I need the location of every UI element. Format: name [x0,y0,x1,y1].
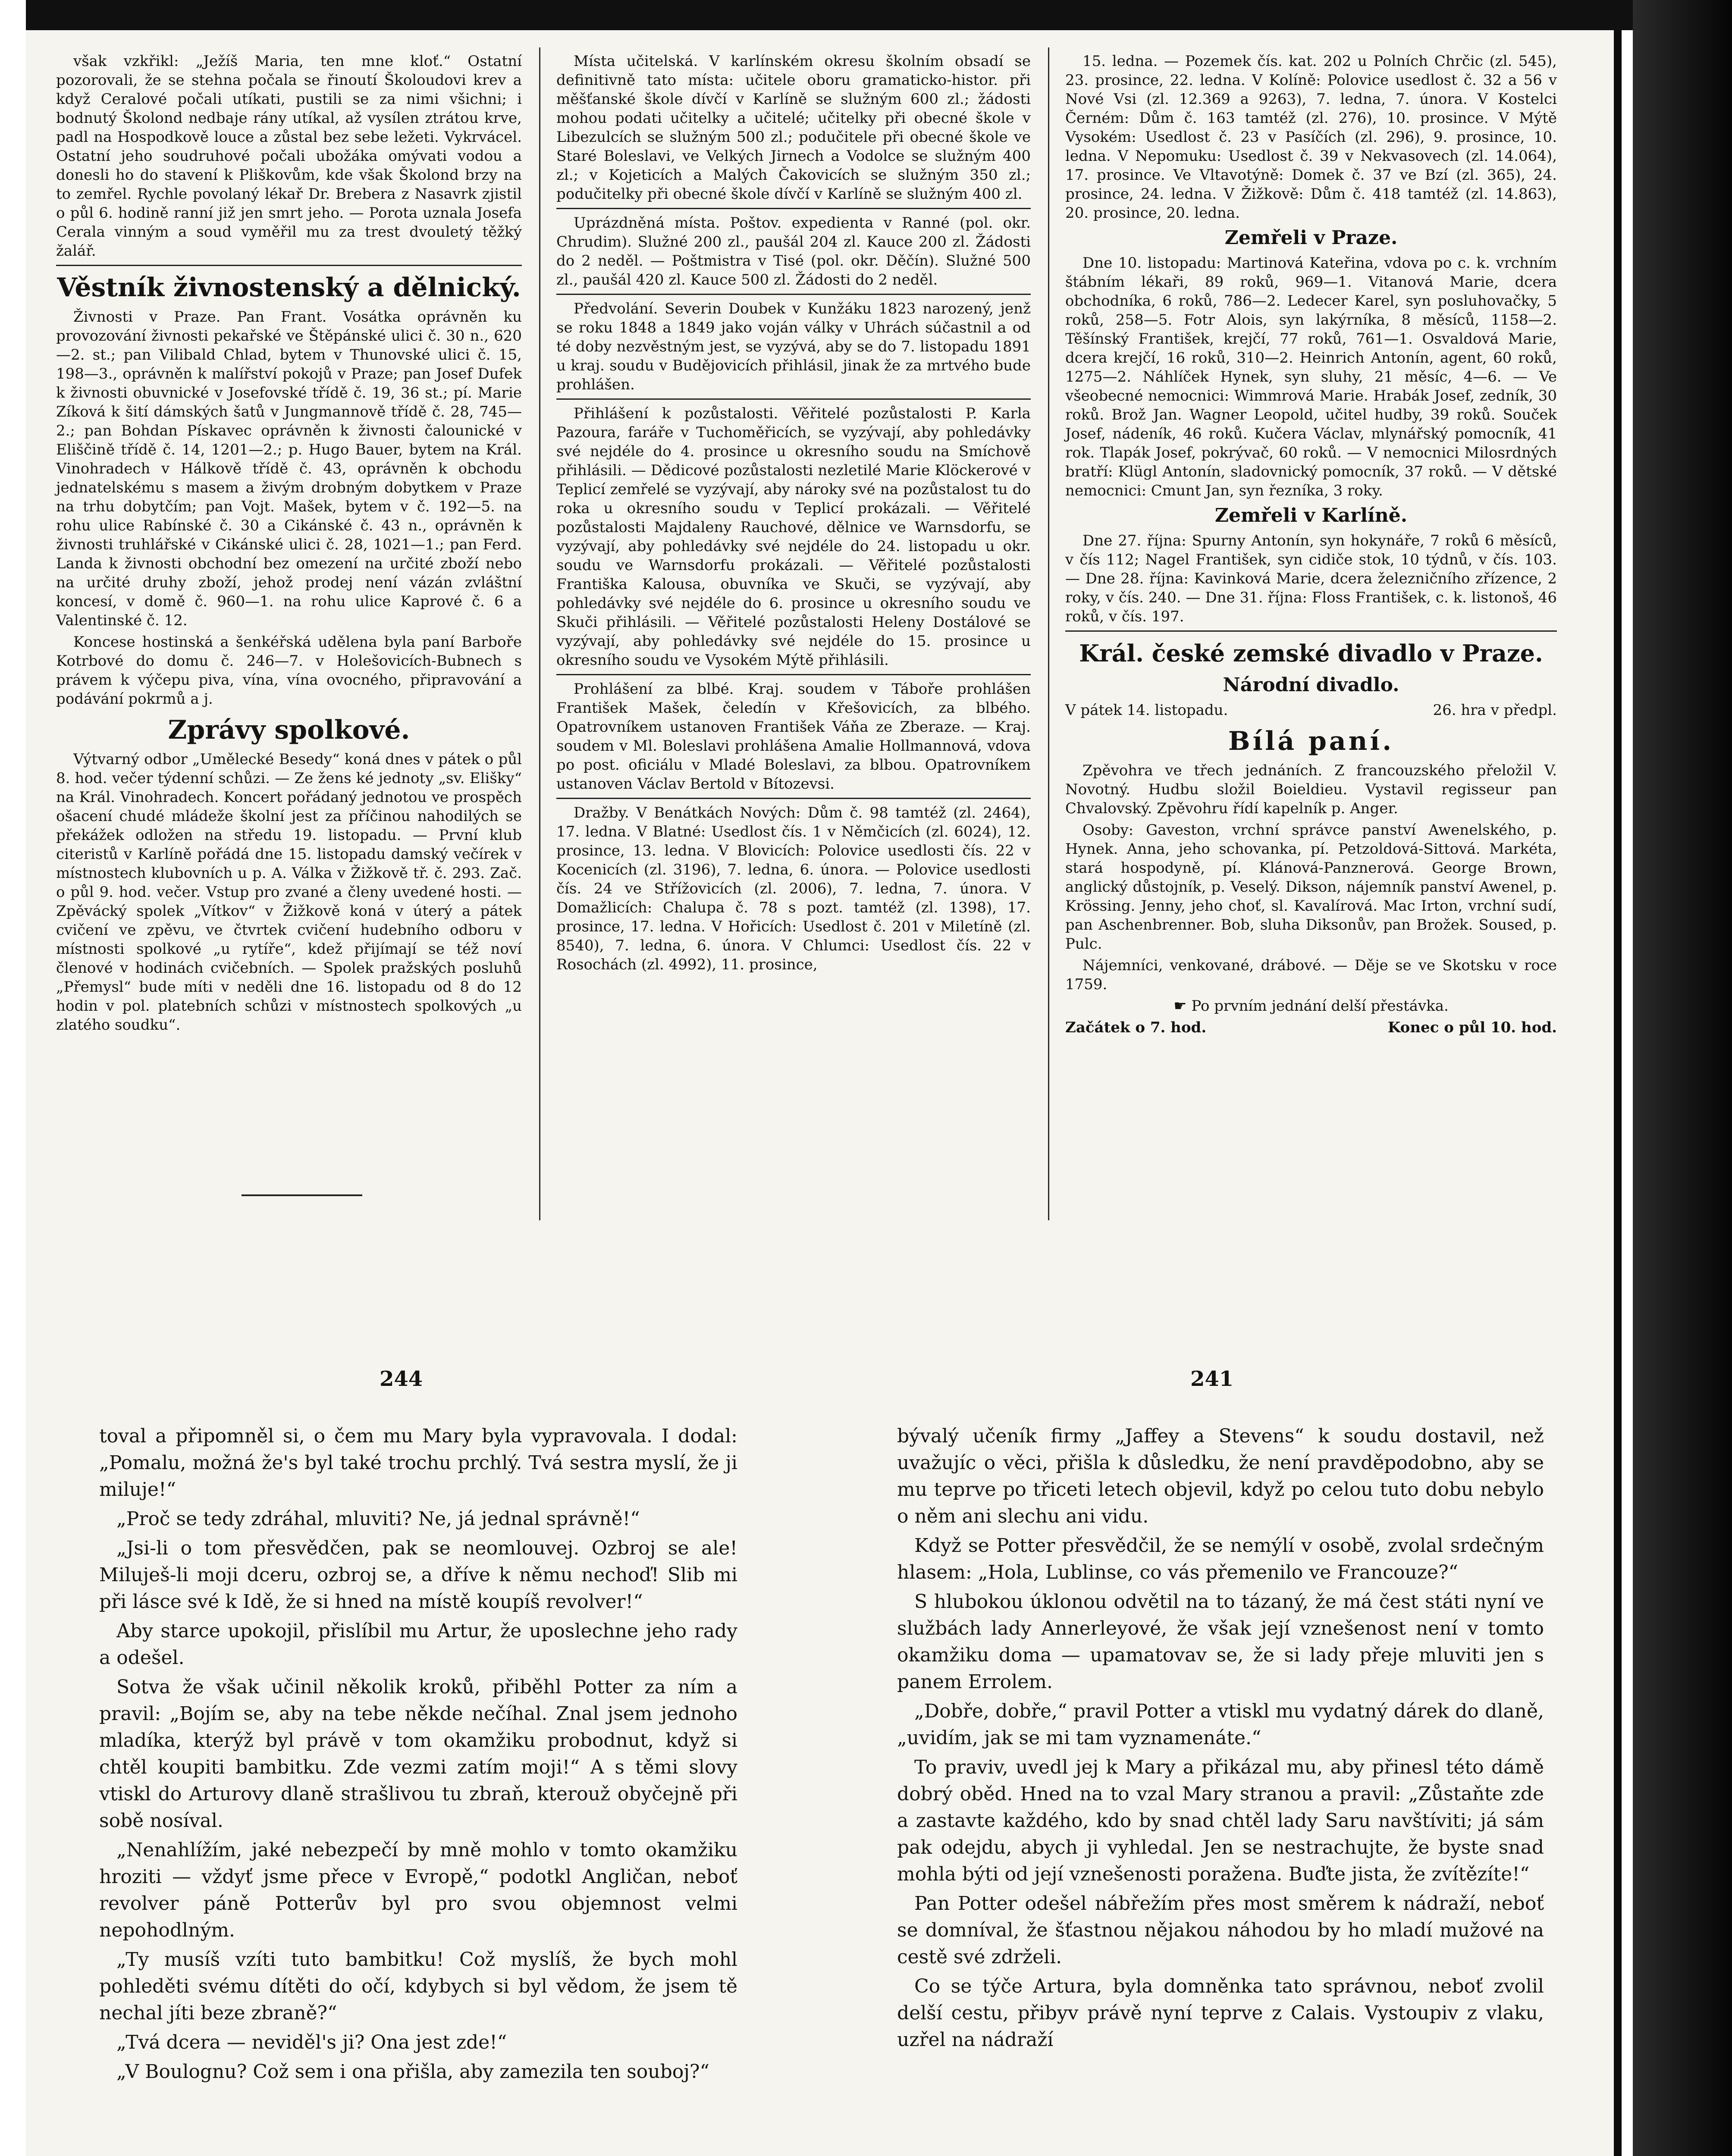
novel-page-left [99,1423,737,2088]
divider [556,798,1031,799]
pointing-hand-icon: ☛ [1173,997,1192,1015]
page-number-left: 244 [380,1367,423,1391]
section-heading: Věstník živnostenský a dělnický. [57,273,521,303]
article-text: Prohlášení za blbé. Kraj. soudem v Táboře prohlášen František Mašek, čeledín v Křešovicích, za blbého. Opatrovníkem ustanoven František Váňa ze Zberaze. — Kraj. soudem v Ml. Boleslavi prohlášena Amalie Hollmannová, vdova po post. oficiálu v Mladé Boleslavi, za blbou. Opatrovníkem ustanoven Václav Bertold v Bítozevsi. [556,680,1031,793]
novel-paragraph: Aby starce upokojil, přislíbil mu Artur, že uposlechne jeho rady a odešel. [99,1620,737,1669]
divider [1065,630,1557,632]
theatre-date: V pátek 14. listopadu. [1065,702,1228,719]
novel-paragraph: Co se týče Artura, byla domněnka tato správnou, neboť zvolil delší cestu, přibyv právě nyní teprve z Calais. Vystoupiv z vlaku, uzřel na nádraží [897,1975,1544,2051]
column-rule [539,47,540,1220]
novel-paragraph: „V Boulognu? Což sem i ona přišla, aby zamezila ten souboj?“ [116,2061,709,2083]
cast-list: Osoby: Gaveston, vrchní správce panství Awenelského, p. Hynek. Anna, jeho schovanka, pí. Petzoldová-Sittová. Markéta, stará hospodyně, pí. Klánová-Panznerová. George Brown, anglický důstojník, p. Veselý. Dikson, nájemník panství Awenel, p. Krössing. Jenny, jeho choť, sl. Kavalírová. Mac Irton, vrchní sudí, pan Aschenbrenner. Bob, sluha Diksonův, pan Brožek. Soused, p. Pulc. [1065,821,1557,953]
article-text: 15. ledna. — Pozemek čís. kat. 202 u Polních Chrčic (zl. 545), 23. prosince, 22. ledna. V Kolíně: Polovice usedlost č. 32 a 56 v Nové Vsi (zl. 12.369 a 9263), 7. ledna, 7. února. V Kostelci Černém: Dům č. 163 tamtéž (zl. 276), 10. prosince. V Mýtě Vysokém: Usedlost č. 23 v Pasíčích (zl. 296), 9. prosince, 10. ledna. V Nepomuku: Usedlost č. 39 v Nekvasovech (zl. 14.064), 17. prosince. Ve Vltavotýně: Domek č. 37 ve Bzí (zl. 365), 24. prosince, 24. ledna. V Žižkově: Dům č. 418 tamtéž (zl. 14.863), 20. prosince, 20. ledna. [1065,53,1557,222]
novel-paragraph: bývalý učeník firmy „Jaffey a Stevens“ k soudu dostavil, než uvažujíc o věci, přišla k důsledku, že není pravděpodobno, aby se mu teprve po třiceti letech objevil, když po celou tuto dobu nebylo o něm ani slechu ani vidu. [897,1425,1544,1527]
divider [556,208,1031,209]
article-text: Výtvarný odbor „Umělecké Besedy“ koná dnes v pátek o půl 8. hod. večer týdenní schůzi. — Ze žens ké jednoty „sv. Elišky“ na Král. Vinohradech. Koncert pořádaný jednotou ve prospěch ošacení chudé mládeže školní jest za příčinou nahodilých se překážek odložen na středu 19. listopadu. — První klub citeristů v Karlíně pořádá dne 15. listopadu damský večírek v místnostech klubovních u p. A. Válka v Žižkově tř. č. 293. Zač. o půl 9. hod. večer. Vstup pro zvané a členy uvedené hosti. — Zpěvácký spolek „Vítkov“ v Žižkově koná v úterý a pátek cvičení ve zpěvu, ve čtvrtek cvičení hudebního odboru v místnosti spolkové „u rytíře“, kdež přijímají se též noví členové v hodinách cvičebních. — Spolek pražských posluhů „Přemysl“ bude míti v neděli dne 16. listopadu od 8 do 12 hodin v pol. platebních schůzi v místnostech spolkových „u zlatého soudku“. [56,751,522,1034]
article-text: Uprázdněná místa. Poštov. expedienta v Ranné (pol. okr. Chrudim). Služné 200 zl., paušál 204 zl. Kauce 200 zl. Žádosti do 2 neděl. — Poštmistra v Tisé (pol. okr. Děčín). Služné 500 zl., paušál 420 zl. Kauce 500 zl. Žádosti do 2 neděl. [556,214,1031,288]
article-text: však vzkřikl: „Ježíš Maria, ten mne kloť.“ Ostatní pozorovali, že se stehna počala se řinoutí Školoudovi krev a když Ceralové počali utíkati, pustili se za nimi všichni; i bodnutý Školond nedbaje rány utíkal, až vysílen ztrátou krve, padl na Hospodkově louce a zůstal bez sebe ležeti. Vykrvácel. Ostatní jeho soudruhové počali ubožáka omývati vodou a donesli ho do stavení k Pliškovům, kde však Školond brzy na to zemřel. Rychle povolaný lékař Dr. Brebera z Nasavrk zjistil o půl 6. hodině ranní již jen smrt jeho. — Porota uznala Josefa Cerala vinným a soud vyměřil mu za trest dvouletý těžký žalář. [56,53,522,260]
article-text: Předvolání. Severin Doubek v Kunžáku 1823 narozený, jenž se roku 1848 a 1849 jako voján války v Uhrách súčastnil a od té doby nezvěstným jest, se vyzývá, aby se do 7. listopadu 1891 u kraj. soudu v Budějovicích přihlásil, jinak že za mrtvého bude prohlášen. [556,300,1031,393]
times-row [1065,1018,1557,1037]
novel-paragraph: „Nenahlížím, jaké nebezpečí by mně mohlo v tomto okamžiku hroziti — vždyť jsme přece v Evropě,“ podotkl Angličan, neboť revolver páně Potterův byl pro svou objemnost velmi nepohodlným. [99,1839,737,1941]
intermission-note [1065,997,1557,1015]
section-heading: Zprávy spolkové. [168,715,410,745]
article-text: Přihlášení k pozůstalosti. Věřitelé pozůstalosti P. Karla Pazoura, faráře v Tuchoměřicích, se vyzývají, aby pohledávky své nejdéle do 4. prosince u okresního soudu na Smíchově přihlásili. — Dědicové pozůstalosti nezletilé Marie Klöckerové v Teplicí zemřelé se vyzývají, aby nároky své na pozůstalost tu do roka u okresního soudu v Teplicí prokázali. — Věřitelé pozůstalosti Majdaleny Rauchové, dělnice ve Warnsdorfu, se vyzývají, aby pohledávky své nejdéle do 24. listopadu u okr. soudu ve Warnsdorfu prokázali. — Věřitelé pozůstalosti Františka Kalousa, obuvníka ve Skuči, se vyzývají, aby pohledávky své nejdéle do 6. prosince u okresního soudu ve Skuči přihlásili. — Věřitelé pozůstalosti Heleny Dostálové se vyzývají, aby pohledávky své nejdéle do 15. prosince u okresního soudu ve Vysokém Mýtě přihlásili. [556,405,1031,669]
article-text: Živnosti v Praze. Pan Frant. Vosátka oprávněn ku provozování živnosti pekařské ve Štěpánské ulici č. 30 n., 620—2. st.; pan Vilibald Chlad, bytem v Thunovské ulici č. 15, 198—3., oprávněn k malířství pokojů v Praze; pan Josef Dufek k živnosti obuvnické v Josefovské třídě č. 19, 36 st.; pí. Marie Zíková k šití dámských šatů v Jungmannově třídě č. 28, 745—2.; pan Bohdan Pískavec oprávněn k živnosti čalounické v Eliščině třídě č. 14, 1201—2.; p. Hugo Bauer, bytem na Král. Vinohradech v Hálkově třídě č. 43, oprávněn k obchodu jednatelskému s masem a živým drobným dobytkem v Praze na trhu dobytčím; pan Vojt. Mašek, bytem v č. 192—5. na rohu ulice Rabínské č. 30 a Cikánské č. 43 n., oprávněn k živnosti truhlářské v Cikánské ulici č. 28, 1021—1.; pan Ferd. Landa k živnosti obchodní bez omezení na určité zboží nebo na určité druhy zboží, jehož prodej není vázán zvláštní koncesí, v domě č. 960—1. na rohu ulice Kaprové č. 6 a Valentinské č. 12. [56,308,522,629]
novel-paragraph: „Proč se tedy zdráhal, mluviti? Ne, já jednal správně!“ [116,1508,640,1530]
page-number-right: 241 [1190,1367,1234,1391]
scan-top-edge [26,0,1656,30]
article-text: Dne 27. října: Spurny Antonín, syn hokynáře, 7 roků 6 měsíců, v čís 112; Nagel František, syn cidiče stok, 10 týdnů, v čís. 103. — Dne 28. října: Kavinková Marie, dcera železničního zřízence, 2 roky, v čís. 240. — Dne 31. října: Floss František, c. k. listonoš, 46 roků, v čís. 197. [1065,532,1557,625]
divider [556,674,1031,675]
divider [556,398,1031,400]
end-time: Konec o půl 10. hod. [1387,1019,1557,1036]
article-text: Místa učitelská. V karlínském okresu školním obsadí se definitivně tato místa: učitele oboru gramaticko-histor. při měšťanské škole dívčí v Karlíně se služným 600 zl.; žádosti mohou podati učitelky a učitelé; učitelky při obecné škole v Libezulcích se služným 500 zl.; podučitele při obecné škole ve Staré Boleslavi, ve Velkých Jirnech a Vodolce se služným 400 zl.; v Kojeticích a Malých Čakovicích se služným 350 zl.; podučitelky při obecné škole dívčí v Karlíně se služným 400 zl. [556,53,1031,203]
article-text: Koncese hostinská a šenkéřská udělena byla paní Barboře Kotrbové do domu č. 246—7. v Holešovicích-Bubnech s právem k výčepu piva, vína, vína ovocného, připravování a podávání pokrmů a j. [56,633,522,708]
novel-paragraph: Sotva že však učinil několik kroků, přiběhl Potter za ním a pravil: „Bojím se, aby na tebe někde nečíhal. Znal jsem jednoho mladíka, kterýž byl právě v tom okamžiku probodnut, když si chtěl koupiti bambitku. Zde vezmi zatím moji!“ A s těmi slovy vtiskl do Arturovy dlaně strašlivou tu zbraň, kterouž obyčejně při sobě nosíval. [99,1676,737,1832]
scan-right-edge [1633,0,1732,2156]
novel-paragraph: „Ty musíš vzíti tuto bambitku! Což myslíš, že bych mohl pohleděti svému dítěti do očí, kdybych si byl vědom, že jsem tě nechal jíti beze zbraně?“ [99,1949,737,2024]
theatre-title: Král. české zemské divadlo v Praze. [1079,639,1543,667]
theatre-date-row [1065,701,1557,720]
start-time: Začátek o 7. hod. [1065,1019,1207,1036]
novel-paragraph: „Jsi-li o tom přesvědčen, pak se neomlouvej. Ozbroj se ale! Miluješ-li moji dceru, ozbroj se, a dříve k němu nechoď! Slib mi při lásce své k Idě, že si hned na místě koupíš revolver!“ [99,1537,737,1613]
novel-paragraph: Pan Potter odešel nábřežím přes most směrem k nádraží, neboť se domníval, že šťastnou nějakou náhodou by ho mladí mužové na cestě své zdrželi. [897,1893,1544,1968]
novel-paragraph: Když se Potter přesvědčil, že se nemýlí v osobě, zvolal srdečným hlasem: „Hola, Lublinse, co vás přemenilo ve Francouze?“ [897,1535,1544,1583]
novel-paragraph: toval a připomněl si, o čem mu Mary byla vypravovala. I dodal: „Pomalu, možná že's byl také trochu prchlý. Tvá sestra myslí, že ji miluje!“ [99,1425,737,1501]
article-text: Dražby. V Benátkách Nových: Dům č. 98 tamtéž (zl. 2464), 17. ledna. V Blatné: Usedlost čís. 1 v Němčicích (zl. 6024), 12. prosince, 13. ledna. V Blovicích: Polovice usedlosti čís. 22 v Kocenicích (zl. 3196), 7. ledna, 6. února. — Polovice usedlosti čís. 24 ve Střížovicích (zl. 2006), 7. ledna, 7. února. V Domažlicích: Chalupa č. 78 s pozt. tamtéž (zl. 1398), 17. prosince, 17. ledna. V Hořicích: Usedlost č. 201 v Miletíně (zl. 8540), 7. ledna, 6. února. V Chlumci: Usedlost čís. 22 v Rosochách (zl. 4992), 11. prosince, [556,804,1031,973]
theatre-subtitle: Národní divadlo. [1223,674,1399,696]
intermission-text: Po prvním jednání delší přestávka. [1191,997,1449,1015]
column-3 [1065,52,1557,1037]
article-text: Nájemníci, venkované, drábové. — Děje se ve Skotsku v roce 1759. [1065,957,1557,993]
column-1 [56,52,522,1037]
novel-paragraph: S hlubokou úklonou odvětil na to tázaný, že má čest státi nyní ve službách lady Annerleyové, že však její vznešenost není v tomto okamžiku doma — upamatovav se, že si lady přeje mluviti jen s panem Errolem. [897,1591,1544,1693]
column-rule [1048,47,1049,1220]
article-text: Dne 10. listopadu: Martinová Kateřina, vdova po c. k. vrchním štábním lékaři, 89 roků, 969—1. Vitanová Marie, dcera obchodníka, 6 roků, 786—2. Ledecer Karel, syn posluhovačky, 5 roků, 258—5. Fotr Alois, syn lakýrníka, 8 měsíců, 1158—2. Těšínský František, krejčí, 77 roků, 761—1. Osvaldová Marie, dcera krejčí, 16 roků, 310—2. Heinrich Antonín, agent, 60 roků, 1275—2. Náhlíček Hynek, syn sluhy, 21 měsíc, 4—6. — Ve všeobecné nemocnici: Wimmrová Marie. Hrabák Josef, zedník, 30 roků. Brož Jan. Wagner Leopold, učitel hudby, 39 roků. Souček Josef, nádeník, 46 roků. Kučera Václav, mlynářský pomocník, 41 rok. Tlapák Josef, pokrývač, 60 roků. — V nemocnici Milosrdných bratří: Klügl Antonín, sladovnický pomocník, 37 roků. — V dětské nemocnici: Cmunt Jan, syn řezníka, 3 roky. [1065,254,1557,499]
divider [242,1194,362,1196]
divider [56,265,522,266]
section-heading: Zemřeli v Praze. [1224,227,1398,249]
section-heading: Zemřeli v Karlíně. [1214,505,1408,526]
novel-paragraph: To praviv, uvedl jej k Mary a přikázal mu, aby přinesl této dámě dobrý oběd. Hned na to vzal Mary stranou a pravil: „Zůstaňte zde a zastavte každého, kdo by snad chtěl lady Saru navštíviti; já sám pak odejdu, abych ji vyhledal. Jen se nestrachujte, že byste snad mohla býti od její vznešenosti poražena. Buďte jista, že zvítězíte!“ [897,1756,1544,1885]
column-2 [556,52,1031,977]
novel-page-right [897,1423,1544,2056]
theatre-performance: 26. hra v předpl. [1433,702,1557,719]
novel-paragraph: „Tvá dcera — neviděl's ji? Ona jest zde!“ [116,2031,507,2053]
novel-paragraph: „Dobře, dobře,“ pravil Potter a vtiskl mu vydatný dárek do dlaně, „uvidím, jak se mi tam vyznamenáte.“ [897,1700,1544,1749]
article-text: Zpěvohra ve třech jednáních. Z francouzského přeložil V. Novotný. Hudbu složil Boieldieu. Vystavil regisseur pan Chvalovský. Zpěvohru řídí kapelník p. Anger. [1065,762,1557,817]
divider [556,294,1031,295]
opera-title: Bílá paní. [1228,726,1394,756]
